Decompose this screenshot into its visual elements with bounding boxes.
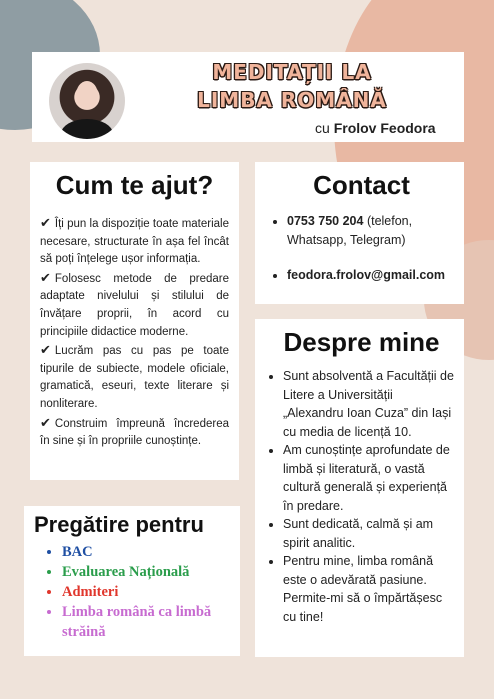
contact-email-item: [287, 266, 454, 285]
phone-note: (telefon, Whatsapp, Telegram): [287, 214, 413, 247]
prep-item: • BAC: [62, 542, 230, 562]
contact-list: [269, 212, 454, 285]
about-item: • Pentru mine, limba română este o adevărată pasiune. Permite-mi să o împărtășesc cu tine!: [283, 552, 456, 626]
avatar-shirt: [61, 119, 113, 139]
contact-title: Contact: [313, 170, 410, 200]
prep-item: • Evaluarea Națională: [62, 562, 230, 582]
prep-item: • Limba română ca limbă străină: [62, 602, 230, 642]
about-item: • Sunt dedicată, calmă și am spirit analitic.: [283, 515, 456, 552]
help-list: [40, 214, 229, 451]
prep-title: Pregătire pentru: [34, 512, 204, 537]
avatar: [49, 63, 125, 139]
help-item: ✔ Lucrăm pas cu pas pe toate tipurile de subiecte, modele oficiale, gramatică, eseuri, texte literare și nonliterare.: [40, 342, 229, 410]
about-list: [267, 367, 456, 626]
check-icon: ✔: [40, 215, 51, 230]
about-item: • Am cunoștințe aprofundate de limbă și literatură, o vastă cultură generală și experiență în predare.: [283, 441, 456, 515]
prep-card: [24, 506, 240, 656]
help-item: ✔ Construim împreună încrederea în sine și în propriile cunoștințe.: [40, 414, 229, 448]
prep-item: • Admiteri: [62, 582, 230, 602]
check-icon: ✔: [40, 342, 51, 358]
header-card: [32, 52, 464, 142]
about-card: [255, 319, 464, 657]
help-item: ✔ Folosesc metode de predare adaptate nivelului și stilului de învățare proprii, în acord cu principiile didactice moderne.: [40, 269, 229, 338]
check-icon: ✔: [40, 414, 51, 430]
prep-list: [34, 542, 230, 642]
avatar-face: [76, 81, 98, 109]
help-item: ✔ Îți pun la dispoziție toate materiale necesare, structurate în așa fel încât să poți înțelege ușor informația.: [40, 215, 229, 266]
help-title: Cum te ajut?: [55, 170, 214, 200]
check-icon: ✔: [40, 269, 51, 285]
about-item: • Sunt absolventă a Facultății de Litere a Universității „Alexandru Ioan Cuza” din Iași cu media de licență 10.: [283, 367, 456, 441]
contact-card: [255, 162, 464, 304]
title-line-2: LIMBA ROMÂNĂ: [197, 88, 387, 112]
email-address: feodora.frolov@gmail.com: [287, 268, 446, 282]
page-title: [182, 58, 402, 114]
byline-prefix: cu: [315, 120, 330, 136]
phone-number: 0753 750 204: [287, 214, 364, 228]
about-title: Despre mine: [283, 327, 440, 357]
help-card: [30, 162, 239, 480]
byline: [315, 120, 436, 136]
contact-phone-item: [287, 212, 454, 250]
author-name: Frolov Feodora: [333, 120, 436, 136]
title-line-1: MEDITAȚII LA: [212, 60, 372, 84]
